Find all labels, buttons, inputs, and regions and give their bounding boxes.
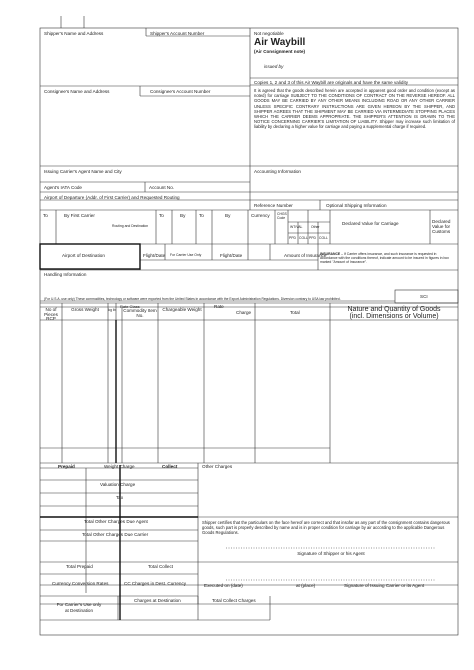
- gross-weight-header: Gross Weight: [71, 307, 99, 312]
- to-label-1: To: [43, 213, 48, 218]
- form-title: Air Waybill: [254, 37, 306, 48]
- carrier-use-line2: at Destination: [64, 608, 94, 613]
- nature-goods-header-line2: (incl. Dimensions or Volume): [349, 313, 439, 320]
- not-negotiable-label: Not negotiable: [254, 31, 284, 36]
- valuation-charge-label: Valuation Charge: [100, 482, 136, 487]
- signature-shipper-label: Signature of Shipper or his Agent: [297, 551, 365, 556]
- amount-insurance-label: Amount of Insurance: [284, 253, 327, 258]
- account-no-label: Account No.: [149, 185, 175, 190]
- reference-number-label: Reference Number: [254, 203, 293, 208]
- to-label-3: To: [199, 213, 204, 218]
- carrier-use-line1: For Carrier's Use only: [56, 602, 102, 607]
- other-charges-label: Other Charges: [202, 464, 233, 469]
- copies-note: Copies 1, 2 and 3 of this Air Waybill are originals and have the same validity: [254, 80, 409, 85]
- at-place-label: at (place): [296, 583, 316, 588]
- weight-charge-label: Weight Charge: [104, 464, 135, 469]
- flight-date-label-1: Flight/Date: [143, 253, 166, 258]
- other-label: Other: [311, 225, 320, 229]
- total-collect-label: Total Collect: [148, 564, 174, 569]
- coll-label-2: COLL: [319, 236, 328, 240]
- by-label-3: By: [225, 213, 231, 218]
- rate-header: Rate: [214, 304, 224, 309]
- issuing-agent-label: Issuing Carrier's Agent Name and City: [44, 169, 122, 174]
- total-collect-charges-label: Total Collect Charges: [212, 598, 256, 603]
- chgs-code-label: CHGS Code: [277, 212, 287, 220]
- agent-iata-label: Agent's IATA Code: [44, 185, 82, 190]
- pieces-header: No of Pieces RCP: [44, 307, 58, 322]
- due-carrier-label: Total Other Charges Due Carrier: [82, 532, 149, 537]
- ppd-label-1: PPD: [289, 236, 296, 240]
- consignee-account-label: Consignee's Account Number: [150, 89, 211, 94]
- wt-val-label: WT/VAL: [290, 225, 303, 229]
- currency-label: Currency: [251, 213, 270, 218]
- tax-label: Tax: [116, 495, 124, 500]
- to-label-2: To: [159, 213, 164, 218]
- optional-shipping-label: Optional Shipping Information: [326, 203, 387, 208]
- total-header: Total: [290, 310, 300, 315]
- ppd-label-2: PPD: [309, 236, 316, 240]
- carrier-use-only-label: For Carrier Use Only: [170, 253, 202, 257]
- handling-info-label: Handling Information: [44, 272, 87, 277]
- consignee-name-label: Consignee's Name and Address: [44, 89, 110, 94]
- charge-header: Charge: [236, 310, 252, 315]
- issued-by-label: issued by: [264, 64, 284, 69]
- departure-label: Airport of Departure (Addr. of First Carrier) and Requested Routing: [44, 195, 180, 200]
- declared-customs-label: Declared Value for Customs: [432, 219, 451, 234]
- by-first-carrier-label: By First Carrier: [64, 213, 95, 218]
- coll-label-1: COLL: [299, 236, 308, 240]
- chargeable-weight-header: Chargeable Weight: [162, 307, 202, 312]
- export-note: (For U.S.A. use only) These commodities, technology or software were exported from the United States in accordance with the Export Administration Regulations. Diversion contrary to USA law prohibited.: [44, 297, 341, 301]
- collect-label: Collect: [162, 464, 178, 469]
- by-label-2: By: [180, 213, 186, 218]
- shipper-name-label: Shipper's Name and Address: [44, 31, 104, 36]
- due-agent-label: Total Other Charges Due Agent: [84, 519, 148, 524]
- commodity-item-header: Commodity Item No.: [123, 308, 157, 318]
- accounting-info-label: Accounting Information: [254, 169, 301, 174]
- declared-carriage-label: Declared Value for Carriage: [342, 221, 399, 226]
- cc-charges-label: CC Charges in Dest. Currency: [124, 581, 187, 586]
- insurance-text: – If Carrier offers insurance, and such insurance is requested in accordance with the conditions thereof, indicate amount to be insured in figures in box marked "Amount of Insurance".: [320, 252, 449, 265]
- flight-date-label-2: Flight/Date: [220, 253, 243, 258]
- form-subtitle: (Air Consignment note): [254, 49, 306, 54]
- currency-conversion-label: Currency Conversion Rates: [52, 581, 109, 586]
- signature-carrier-label: Signature of Issuing Carrier or its Agent: [344, 583, 425, 588]
- insurance-note: [320, 252, 454, 265]
- sci-label: SCI: [420, 294, 428, 299]
- charges-destination-label: Charges at Destination: [134, 598, 181, 603]
- shipper-account-label: Shipper's Account Number: [150, 31, 205, 36]
- contract-terms: It is agreed that the goods described herein are accepted in apparent good order and condition (except as noted) for carriage SUBJECT TO THE CONDITIONS OF CONTRACT ON THE REVERSE HEREOF. ALL GOODS MAY BE CARRIED BY ANY OTHER MEANS INCLUDING ROAD OR ANY OTHER CARRIER UNLESS SPECIFIC CONTRARY INSTRUCTIONS ARE GIVEN HEREON BY THE SHIPPER, AND SHIPPER AGREES THAT THE SHIPMENT MAY BE CARRIED VIA INTERMEDIATE STOPPING PLACES WHICH THE CARRIER DEEMS APPROPRIATE. THE SHIPPER'S ATTENTION IS DRAWN TO THE NOTICE CONCERNING CARRIER'S LIMITATION OF LIABILITY. Shipper may increase such limitation of liability by declaring a higher value for carriage and paying a supplemental charge if required.: [254, 88, 455, 130]
- insurance-heading: INSURANCE: [320, 252, 341, 256]
- nature-goods-header-line1: Nature and Quantity of Goods: [347, 306, 441, 313]
- airport-destination-label: Airport of Destination: [62, 253, 105, 258]
- kg-lb-header: kg lb: [108, 308, 116, 312]
- routing-destination-label: Routing and Destination: [112, 224, 149, 228]
- total-prepaid-label: Total Prepaid: [66, 564, 93, 569]
- shipper-certification: Shipper certifies that the particulars on the face hereof are correct and that insofar as any part of the consignment contains dangerous goods, such part is properly described by name and is in proper condition for carriage by air according to the applicable Dangerous Goods Regulations.: [202, 520, 450, 536]
- rate-class-header: Rate Class: [120, 303, 140, 309]
- prepaid-label: Prepaid: [58, 464, 75, 469]
- executed-on-label: Executed on (date): [204, 583, 243, 588]
